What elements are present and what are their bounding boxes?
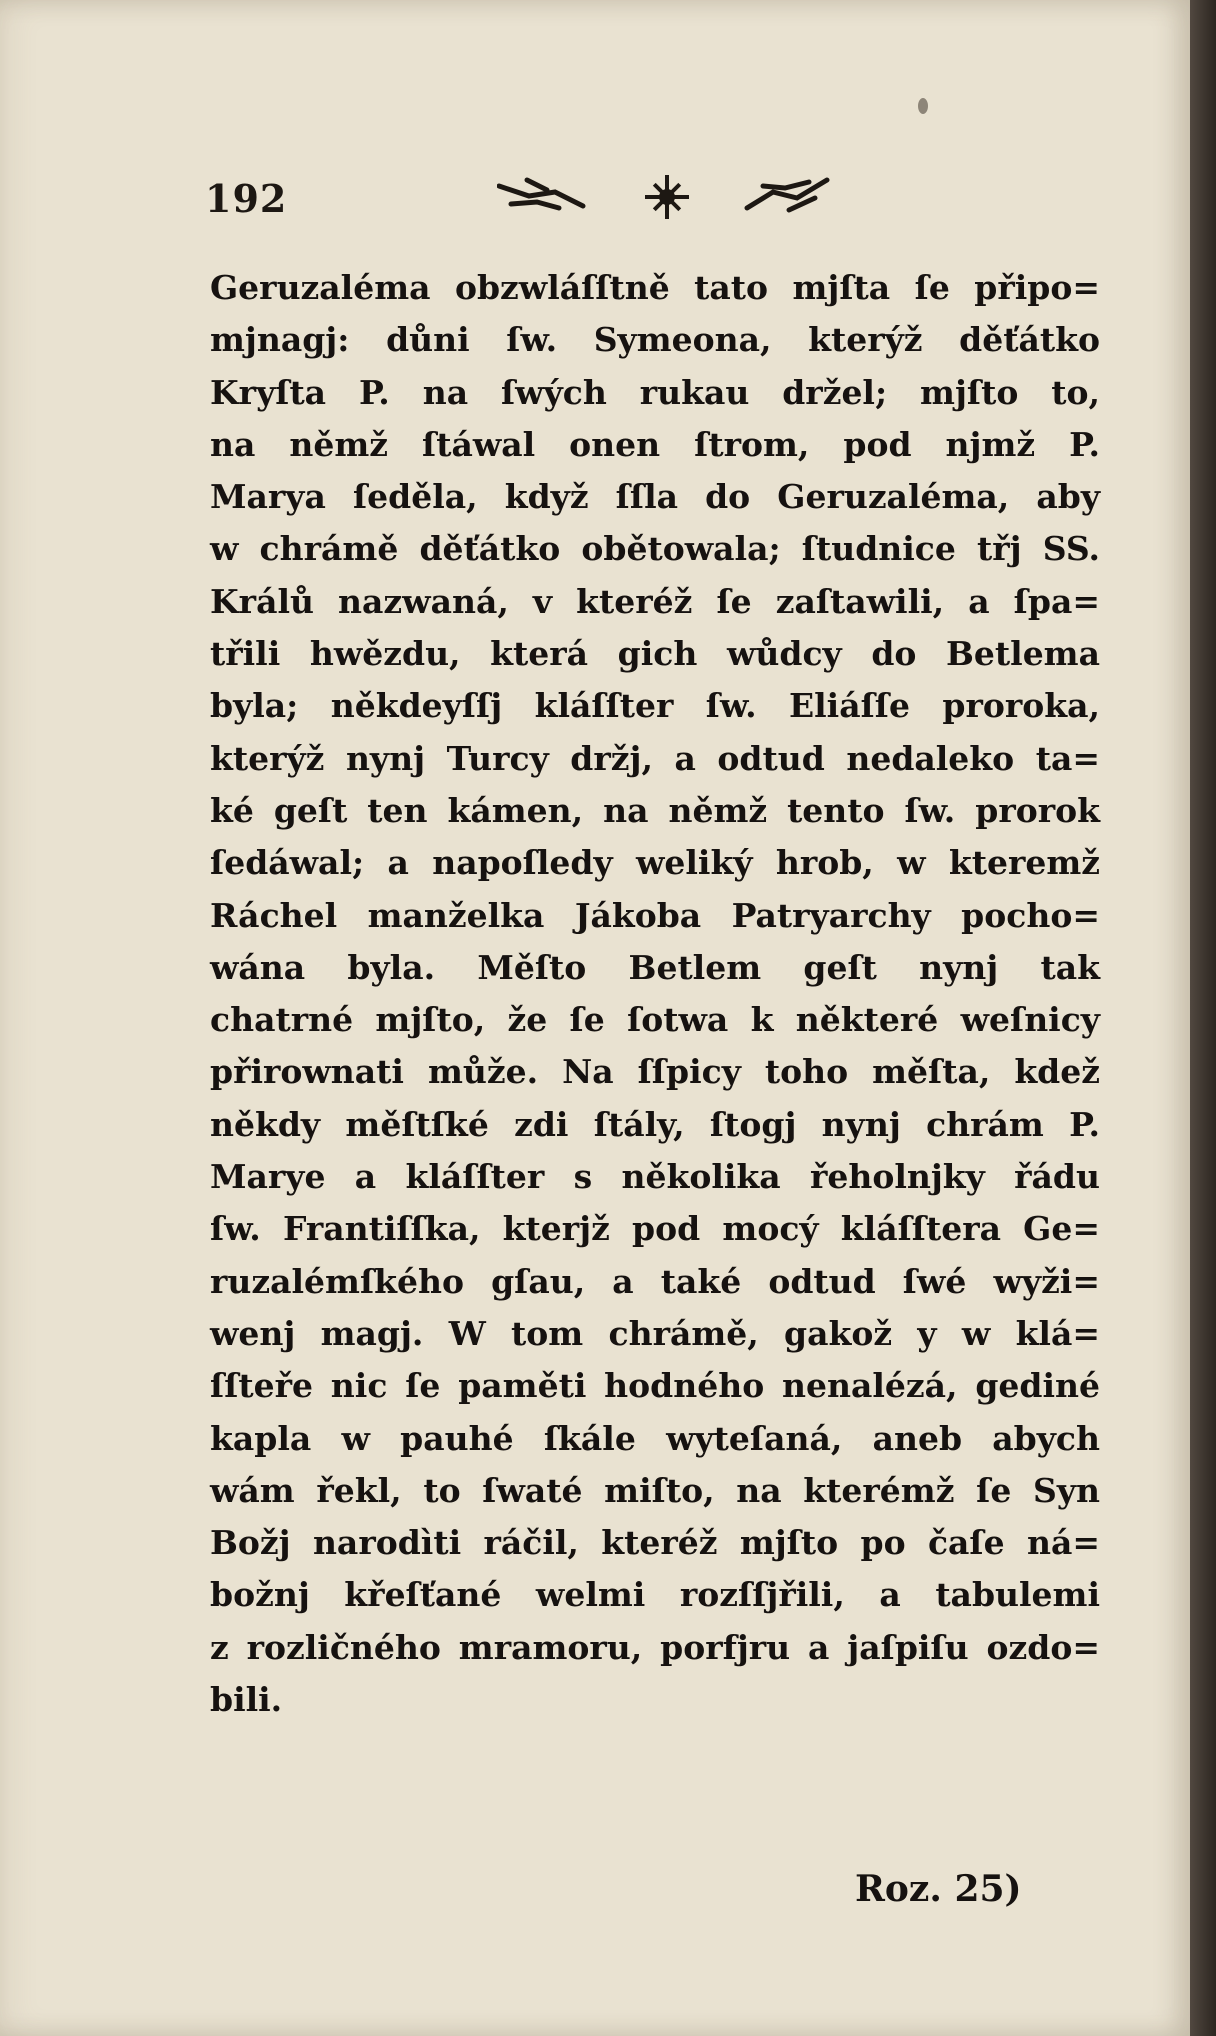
text-line: Ráchel manželka Jákoba Patryarchy pocho= bbox=[210, 895, 1100, 935]
text-line: přirownati může. Na ſſpicy toho měſta, kdež bbox=[210, 1052, 1100, 1092]
ink-spot bbox=[918, 98, 928, 114]
text-line: Marye a kláſſter s několika řeholnjky řádu bbox=[210, 1157, 1100, 1197]
text-line: ſedáwal; a napoſledy weliký hrob, w kteremž bbox=[210, 843, 1100, 883]
text-line: wenj magj. W tom chrámě, gakož y w klá= bbox=[210, 1313, 1100, 1353]
text-line: mjnagj: důni ſw. Symeona, kterýž děťátko bbox=[210, 320, 1100, 360]
text-line: někdy měſtſké zdi ſtály, ſtogj nynj chrám P. bbox=[210, 1104, 1100, 1144]
text-line: byla; někdeyſſj kláſſter ſw. Eliáſſe proroka, bbox=[210, 686, 1100, 726]
body-text bbox=[210, 262, 1100, 1726]
text-line: w chrámě děťátko obětowala; ſtudnice třj SS. bbox=[210, 529, 1100, 569]
text-line: Božj narodìti ráčil, kteréž mjſto po čaſe ná= bbox=[210, 1523, 1100, 1563]
text-line: bili. bbox=[210, 1680, 283, 1720]
text-line: Kryſta P. na ſwých rukau držel; mjſto to, bbox=[210, 372, 1100, 412]
text-line: Geruzaléma obzwláſſtně tato mjſta ſe připo= bbox=[210, 268, 1100, 307]
text-line: ſſteře nic ſe paměti hodného nenalézá, gediné bbox=[210, 1366, 1100, 1406]
text-line: Marya ſeděla, když ſſla do Geruzaléma, aby bbox=[210, 477, 1100, 517]
text-line: kapla w pauhé ſkále wyteſaná, aneb abych bbox=[210, 1418, 1100, 1458]
text-line: z rozličného mramoru, porfjru a jaſpiſu ozdo= bbox=[210, 1627, 1100, 1667]
scan-edge bbox=[1190, 0, 1216, 2036]
catchword: Roz. 25) bbox=[855, 1868, 1022, 1910]
text-line: Králů nazwaná, v kteréž ſe zaſtawili, a ſpa= bbox=[210, 581, 1100, 621]
text-line: třili hwězdu, která gich wůdcy do Betlema bbox=[210, 634, 1100, 674]
text-line: ſw. Frantiſſka, kterjž pod mocý kláſſtera Ge= bbox=[210, 1209, 1100, 1249]
text-line: božnj křeſťané welmi rozſſjřili, a tabulemi bbox=[210, 1575, 1100, 1615]
text-line: na němž ſtáwal onen ſtrom, pod njmž P. bbox=[210, 424, 1100, 464]
text-line: wám řekl, to ſwaté miſto, na kterémž ſe Syn bbox=[210, 1470, 1100, 1510]
text-line: kterýž nynj Turcy držj, a odtud nedaleko ta= bbox=[210, 738, 1100, 778]
text-line: chatrné mjſto, že ſe ſotwa k některé weſnicy bbox=[210, 1000, 1100, 1040]
page-number: 192 bbox=[205, 176, 288, 221]
fleuron-ornament-icon bbox=[497, 172, 837, 222]
text-line: wána byla. Měſto Betlem geſt nynj tak bbox=[210, 947, 1100, 987]
text-line: ké geſt ten kámen, na němž tento ſw. prorok bbox=[210, 790, 1100, 830]
text-line: ruzalémſkého gſau, a také odtud ſwé wyži= bbox=[210, 1261, 1100, 1301]
page-header bbox=[205, 172, 805, 232]
